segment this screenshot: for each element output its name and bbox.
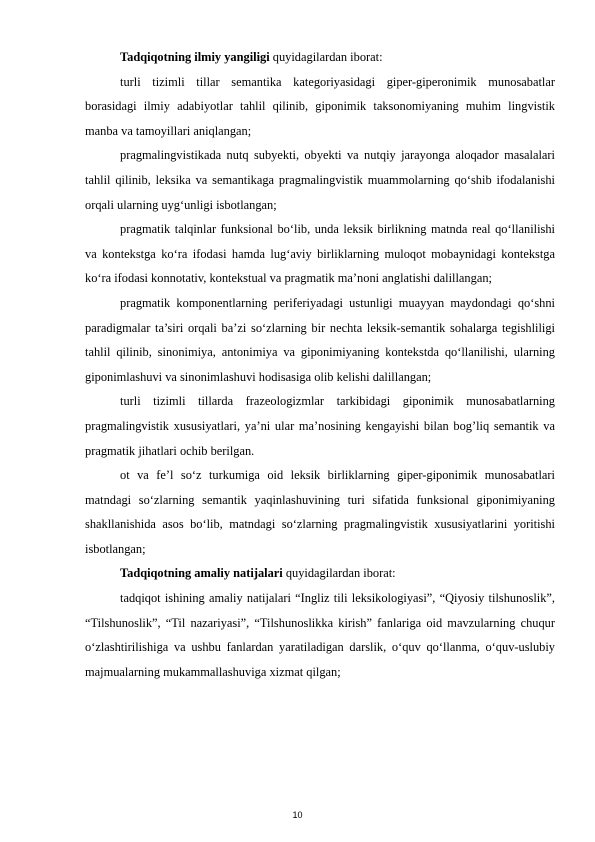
document-page: [85, 45, 555, 684]
section-heading-practical-bold: Tadqiqotning amaliy natijalari: [120, 566, 283, 581]
paragraph-4: pragmatik komponentlarning periferiyadagi ustunligi muayyan maydondagi qo‘shni paradigmalar ta’siri orqali ba’zi so‘zlarning bir nechta leksik-semantik sohalarga tegishliligi tahlil qilinib, sinonimiya, antonimiya va giponimiyaning kontekstda qo‘llanilishi, ularning giponimlashuvi va sinonimlashuvi hodisasiga olib kelishi dalillangan;: [85, 295, 555, 384]
paragraph-5: turli tizimli tillarda frazeologizmlar tarkibidagi giponimik munosabatlarning pragmalingvistik xususiyatlari, ya’ni ular ma’nosining kengayishi bilan bog’liq semantik va pragmatik jihatlari ochib berilgan.: [85, 394, 555, 458]
paragraph-2: pragmalingvistikada nutq subyekti, obyekti va nutqiy jarayonga aloqador masalalari tahlil qilinib, leksika va semantikaga pragmalingvistik muammolarning qo‘shib ifodalanishi orqali ularning uyg‘unligi isbotlangan;: [85, 148, 555, 212]
page-number: 10: [292, 810, 303, 820]
section-heading-novelty: [85, 45, 555, 70]
section-heading-practical-rest: quyidagilardan iborat:: [282, 566, 396, 581]
paragraph-6: ot va fe’l so‘z turkumiga oid leksik birliklarning giper-giponimik munosabatlari matndagi so‘zlarning semantik yaqinlashuvining turi sifatida funksional giponimiyaning shakllanishida asos bo‘lib, matndagi so‘zlarning pragmalingvistik xususiyatlarini yoritishi isbotlangan;: [85, 468, 555, 556]
section-heading-practical: [85, 561, 555, 586]
section-heading-novelty-bold: Tadqiqotning ilmiy yangiligi: [120, 50, 270, 64]
paragraph-1: turli tizimli tillar semantika kategoriyasidagi giper-giperonimik munosabatlar borasidagi ilmiy adabiyotlar tahlil qilinib, giponimik taksonomiyaning muhim lingvistik manba va tamoyillari aniqlangan;: [85, 74, 555, 138]
section-heading-novelty-rest: quyidagilardan iborat:: [269, 50, 383, 64]
paragraph-3: pragmatik talqinlar funksional bo‘lib, unda leksik birlikning matnda real qo‘llanilishi va kontekstga ko‘ra ifodasi hamda lug‘aviy birliklarning muloqot mobaynidagi kontekstga ko‘ra ifodasi konnotativ, kontekstual va pragmatik ma’noni anglatishi dalillangan;: [85, 222, 555, 286]
paragraph-7: tadqiqot ishining amaliy natijalari “Ingliz tili leksikologiyasi”, “Qiyosiy tilshunoslik”, “Tilshunoslik”, “Til nazariyasi”, “Tilshunoslikka kirish” fanlariga oid mavzularning chuqur o‘zlashtirilishiga va ushbu fanlardan yaratiladigan darslik, o‘quv qo‘llanma, o‘quv-uslubiy majmualarning mukammallashuviga xizmat qilgan;: [85, 591, 555, 679]
